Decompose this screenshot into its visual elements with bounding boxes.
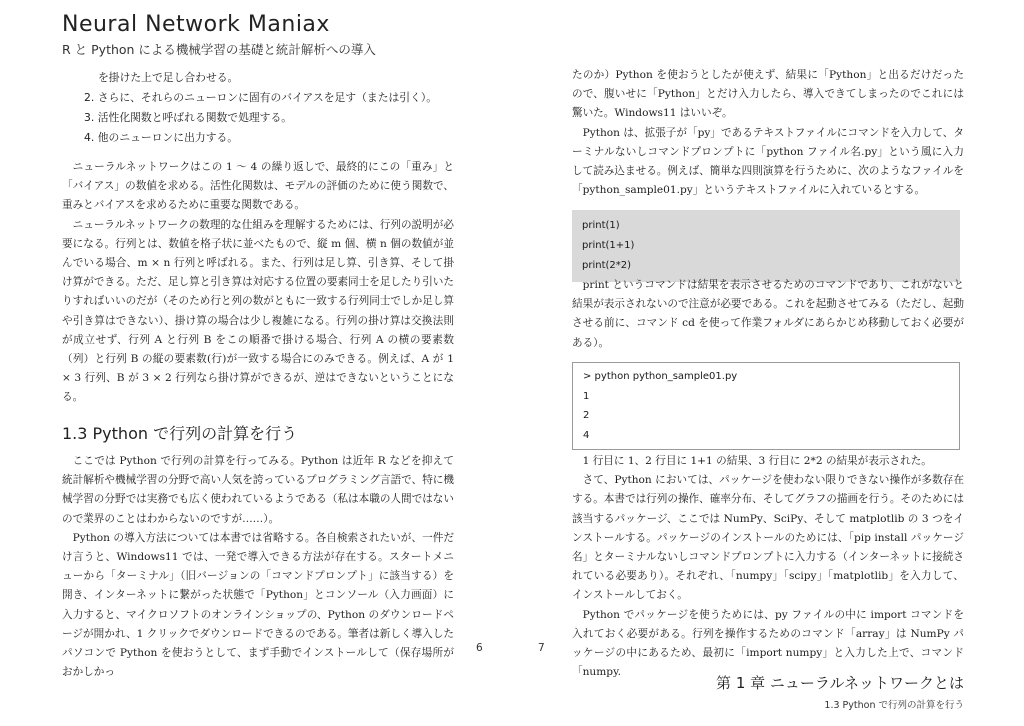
body-text-top: [572, 66, 964, 200]
body-text-bottom: [62, 452, 454, 682]
terminal-line: 2: [583, 410, 590, 421]
code-line: print(1+1): [582, 240, 635, 251]
page-number: 6: [476, 642, 483, 654]
running-section-title: 1.3 Python で行列の計算を行う: [824, 700, 964, 711]
paragraph: さて、Python においては、パッケージを使わない限りできない操作が多数存在する。本書では行列の操作、確率分布、そしてグラフの描画を行う。そのためには該当するパッケージ、ここでは NumPy、SciPy、そして matplotlib の 3 つをインストールする。パッケージのインストールのためには、「pip install パッケージ名」とターミナルないしコマンドプロンプトに入力する（インターネットに接続されている必要あり）。それぞれ、「numpy」「scipy」「matplotlib」を入力して、インストールしておく。: [572, 474, 964, 602]
code-line: print(2*2): [582, 260, 632, 271]
paragraph: たのか）Python を使おうとしたが使えず、結果に「Python」と出るだけだったので、腹いせに「Python」とだけ入力したら、導入できてしまったのでこれには驚いた。Windows11 はいいぞ。: [572, 69, 964, 120]
paragraph: ここでは Python で行列の計算を行ってみる。Python は近年 R などを抑えて統計解析や機械学習の分野で高い人気を誇っているプログラミング言語で、特に機械学習の分野では実務でも広く使われているようである（私は本職の人間ではないので業界のことはわからないのですが……）。: [62, 455, 454, 525]
paragraph: Python は、拡張子が「py」であるテキストファイルにコマンドを入力して、ターミナルないしコマンドプロンプトに「python ファイル名.py」という風に入力して読み込ませる。例えば、簡単な四則演算を行うために、次のようなファイルを「python_sample01.py」というテキストファイルに入れているとする。: [572, 126, 964, 197]
step-item: 3. 活性化関数と呼ばれる関数で処理する。: [84, 111, 293, 124]
terminal-line: 1: [583, 390, 590, 402]
paragraph: print というコマンドは結果を表示させるためのコマンドであり、これがないと結果が表示されないので注意が必要である。これを起動させてみる（ただし、起動させる前に、コマンド cd を使って作業フォルダにあらかじめ移動しておく必要がある）。: [572, 279, 964, 349]
paragraph: ニューラルネットワークの数理的な仕組みを理解するためには、行列の説明が必要になる。行列とは、数値を格子状に並べたもので、縦 m 個、横 n 個の数値が並んでいる場合、m × n 行列と呼ばれる。また、行列は足し算、引き算、そして掛け算ができる。ただ、足し算と引き算は対応する位置の要素同士を足したり引いたりすればいいのだが（そのため行と列の数がともに一致する行列同士でしか足し算や引き算はできない）、掛け算の場合は少し複雑になる。行列の掛け算は交換法則が成立せず、行列 A と行列 B をこの順番で掛ける場合、行列 A の横の要素数（列）と行列 B の縦の要素数(行)が一致する場合にのみできる。例えば、A が 1 × 3 行列、B が 3 × 2 行列なら掛け算ができるが、逆はできないということになる。: [62, 218, 454, 404]
running-head: [716, 672, 964, 711]
running-chapter-title: 第 1 章 ニューラルネットワークとは: [716, 674, 964, 692]
left-page: [62, 0, 483, 726]
terminal-output-block: [572, 362, 960, 450]
body-text-top: [62, 158, 454, 408]
page-number: 7: [538, 642, 545, 654]
step-list: [82, 68, 454, 148]
step-item: 2. さらに、それらのニューロンに固有のバイアスを足す（または引く）。: [84, 91, 438, 104]
step-item: 4. 他のニューロンに出力する。: [84, 131, 239, 144]
section-heading: 1.3 Python で行列の計算を行う: [62, 424, 298, 443]
body-text-bottom: [572, 452, 964, 682]
step-item: を掛けた上で足し合わせる。: [98, 71, 239, 84]
paragraph: 1 行目に 1、2 行目に 1+1 の結果、3 行目に 2*2 の結果が表示された。: [582, 455, 932, 467]
book-title: Neural Network Maniax: [62, 12, 330, 37]
right-page: [538, 0, 964, 726]
code-file-block: [572, 210, 960, 282]
paragraph: Python の導入方法については本書では省略する。各自検索されたいが、一件だけ言うと、Windows11 では、一発で導入できる方法が存在する。スタートメニューから「ターミナル」（旧バージョンの「コマンドプロンプト」に該当する）を開き、インターネットに繋がった状態で「Python」とコンソール（入力画面）に入力すると、マイクロソフトのオンラインショップの、Python のダウンロードページが開かれ、1 クリックでダウンロードできるのである。筆者は新しく導入したパソコンで Python を使おうとして、まず手動でインストールして（保存場所がおかしかっ: [62, 531, 454, 679]
code-line: print(1): [582, 220, 620, 231]
terminal-line: > python python_sample01.py: [583, 371, 738, 382]
body-text-middle: [572, 276, 964, 353]
terminal-line: 4: [583, 429, 590, 441]
book-subtitle: R と Python による機械学習の基礎と統計解析への導入: [62, 42, 376, 57]
paragraph: ニューラルネットワークはこの 1 ～ 4 の繰り返しで、最終的にこの「重み」と「バイアス」の数値を求める。活性化関数は、モデルの評価のために使う関数で、重みとバイアスを求めるために重要な関数である。: [62, 161, 454, 212]
paragraph: Python でパッケージを使うためには、py ファイルの中に import コマンドを入れておく必要がある。行列を操作するためのコマンド「array」は NumPy パッケージの中にあるため、最初に「import numpy」と入力した上で、コマンド「numpy.: [572, 608, 964, 679]
